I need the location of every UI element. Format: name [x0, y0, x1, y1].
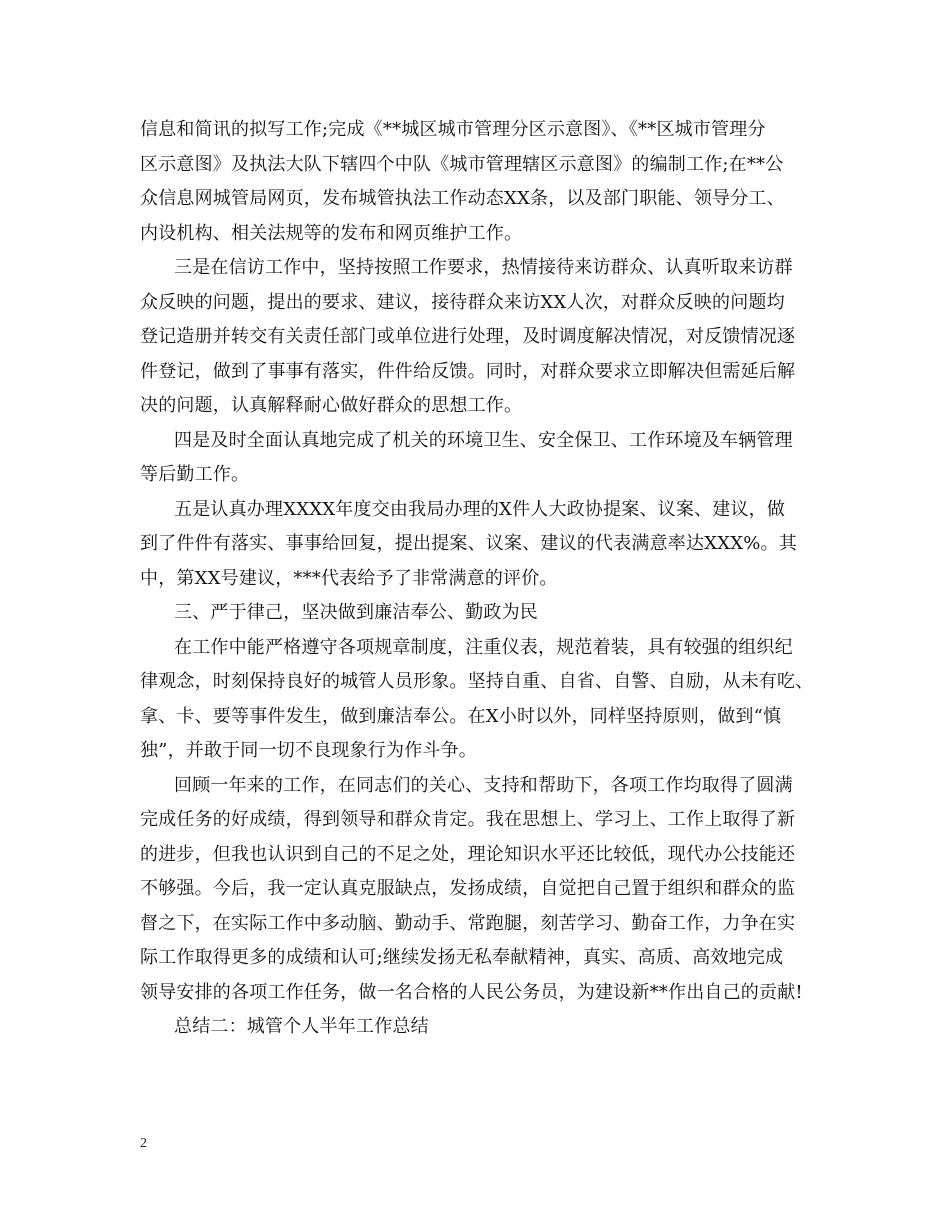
text-line: 件登记，做到了事事有落实，件件给反馈。同时，对群众要求立即解决但需延后解 — [140, 360, 796, 382]
text-line: 众信息网城管局网页，发布城管执法工作动态XX条，以及部门职能、领导分工、 — [140, 188, 785, 209]
page-number: 2 — [140, 1136, 147, 1151]
text-line: 内设机构、相关法规等的发布和网页维护工作。 — [140, 222, 523, 244]
text-line: 总结二：城管个人半年工作总结 — [174, 1016, 429, 1037]
text-line: 拿、卡、要等事件发生，做到廉洁奉公。在X小时以外，同样坚持原则，做到“慎 — [140, 705, 782, 727]
text-line: 在工作中能严格遵守各项规章制度，注重仪表，规范着装，具有较强的组织纪 — [174, 636, 793, 658]
text-line: 区示意图》及执法大队下辖四个中队《城市管理辖区示意图》的编制工作;在**公 — [140, 153, 784, 175]
document-body — [140, 113, 830, 1045]
text-line: 等后勤工作。 — [140, 464, 250, 485]
text-line: 的进步，但我也认识到自己的不足之处，理论知识水平还比较低，现代办公技能还 — [140, 843, 796, 865]
text-line: 回顾一年来的工作，在同志们的关心、支持和帮助下，各项工作均取得了圆满 — [174, 774, 793, 796]
text-line: 登记造册并转交有关责任部门或单位进行处理，及时调度解决情况，对反馈情况逐 — [140, 326, 796, 347]
text-line: 中，第XX号建议，***代表给予了非常满意的评价。 — [140, 567, 558, 589]
text-line: 独”，并敢于同一切不良现象行为作斗争。 — [140, 740, 478, 761]
text-line: 众反映的问题，提出的要求、建议，接待群众来访XX人次，对群众反映的问题均 — [140, 291, 785, 313]
text-line: 决的问题，认真解释耐心做好群众的思想工作。 — [140, 395, 523, 416]
text-line: 信息和简讯的拟写工作;完成《**城区城市管理分区示意图》、《**区城市管理分 — [140, 119, 766, 140]
text-line: 到了件件有落实、事事给回复，提出提案、议案、建议的代表满意率达XXX%。其 — [140, 533, 797, 554]
text-line: 四是及时全面认真地完成了机关的环境卫生、安全保卫、工作环境及车辆管理 — [174, 429, 793, 451]
text-line: 三、严于律己，坚决做到廉洁奉公、勤政为民 — [174, 602, 538, 623]
text-line: 完成任务的好成绩，得到领导和群众肯定。我在思想上、学习上、工作上取得了新 — [140, 809, 796, 830]
text-line: 领导安排的各项工作任务，做一名合格的人民公务员，为建设新**作出自己的贡献! — [140, 981, 803, 1003]
text-line: 督之下，在实际工作中多动脑、勤动手、常跑腿，刻苦学习、勤奋工作，力争在实 — [140, 912, 796, 934]
text-line: 际工作取得更多的成绩和认可;继续发扬无私奉献精神，真实、高质、高效地完成 — [140, 947, 784, 968]
text-line: 不够强。今后，我一定认真克服缺点，发扬成绩，自觉把自己置于组织和群众的监 — [140, 878, 796, 899]
text-line: 三是在信访工作中，坚持按照工作要求，热情接待来访群众、认真听取来访群 — [174, 257, 793, 278]
text-line: 五是认真办理XXXX年度交由我局办理的X件人大政协提案、议案、建议，做 — [174, 498, 786, 520]
text-line: 律观念，时刻保持良好的城管人员形象。坚持自重、自省、自警、自励，从未有吃、 — [140, 671, 814, 692]
